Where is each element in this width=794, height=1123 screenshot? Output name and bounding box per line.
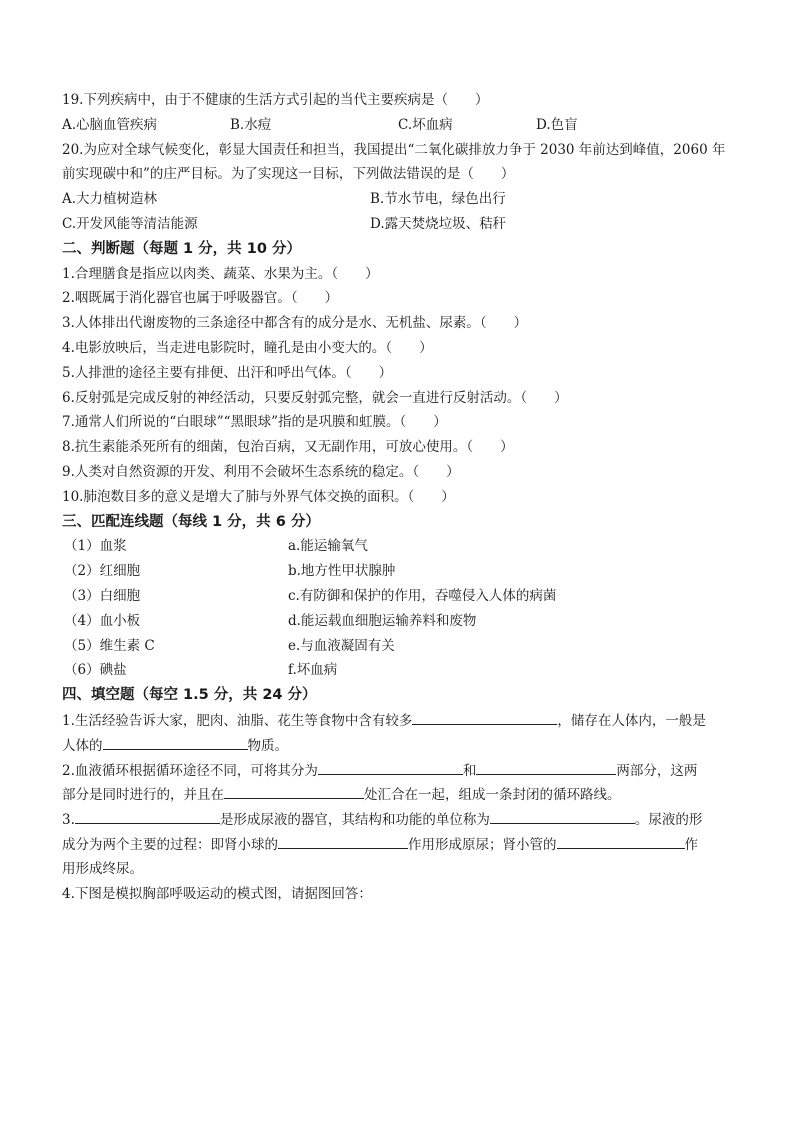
match-row-6 — [62, 658, 732, 683]
q20-options-row2 — [62, 212, 732, 237]
q20-stem-line2: 前实现碳中和”的庄严目标。为了实现这一目标，下列做法错误的是（ ） — [62, 166, 515, 183]
fill-q2-text: 处汇合在一起，组成一条封闭的循环路线。 — [364, 787, 621, 804]
fill-blank-5[interactable] — [224, 782, 364, 799]
match-right-b[interactable]: b.地方性甲状腺肿 — [288, 563, 396, 580]
q20-option-b: B.节水节电，绿色出行 — [370, 191, 506, 208]
judge-item-6: 6.反射弧是完成反射的神经活动，只要反射弧完整，就会一直进行反射活动。（ ） — [62, 389, 568, 406]
section-3-title: 三、匹配连线题（每线 1 分，共 6 分） — [62, 513, 320, 530]
fill-blank-6[interactable] — [75, 807, 220, 824]
exam-page — [62, 88, 732, 906]
fill-blank-2[interactable] — [103, 733, 248, 750]
fill-blank-9[interactable] — [557, 832, 685, 849]
match-left-4[interactable]: （4）血小板 — [64, 612, 141, 629]
q19-option-d: D.色盲 — [536, 116, 578, 133]
match-left-6[interactable]: （6）碘盐 — [64, 662, 127, 679]
fill-q2-text: 2.血液循环根据循环途径不同，可将其分为 — [62, 762, 318, 779]
q20-option-d: D.露天焚烧垃圾、秸秆 — [370, 215, 507, 232]
fill-q1-text: 人体的 — [62, 737, 103, 754]
match-right-f[interactable]: f.坏血病 — [288, 662, 338, 679]
judge-item-2: 2.咽既属于消化器官也属于呼吸器官。（ ） — [62, 290, 339, 307]
fill-q3-line3: 用形成终尿。 — [62, 860, 143, 877]
fill-q2-line2 — [62, 782, 732, 807]
match-right-c[interactable]: c.有防御和保护的作用，吞噬侵入人体的病菌 — [288, 587, 557, 604]
fill-q3-line1 — [62, 807, 732, 832]
match-right-a[interactable]: a.能运输氧气 — [288, 538, 368, 555]
fill-q2-text: 两部分，这两 — [616, 762, 698, 779]
judge-item-4: 4.电影放映后，当走进电影院时，瞳孔是由小变大的。（ ） — [62, 339, 433, 356]
fill-q1-text: ，储存在人体内，一般是 — [557, 712, 706, 729]
q19-option-b: B.水痘 — [230, 116, 272, 133]
fill-q1-line1 — [62, 708, 732, 733]
judge-item-5: 5.人排泄的途径主要有排便、出汗和呼出气体。（ ） — [62, 364, 393, 381]
match-row-4 — [62, 609, 732, 634]
match-left-1[interactable]: （1）血浆 — [64, 538, 127, 555]
q19-option-a: A.心脑血管疾病 — [62, 116, 158, 133]
fill-q3-text: 作 — [684, 836, 698, 853]
fill-blank-1[interactable] — [412, 708, 557, 725]
fill-blank-4[interactable] — [476, 758, 616, 775]
judge-item-7: 7.通常人们所说的“白眼球”“黑眼球”指的是巩膜和虹膜。（ ） — [62, 414, 447, 431]
fill-q2-text: 部分是同时进行的，并且在 — [62, 787, 224, 804]
match-left-3[interactable]: （3）白细胞 — [64, 587, 141, 604]
match-row-1 — [62, 534, 732, 559]
fill-q4-stem: 4.下图是模拟胸部呼吸运动的模式图，请据图回答： — [62, 885, 372, 902]
q20-option-c: C.开发风能等清洁能源 — [62, 215, 198, 232]
fill-q1-text: 物质。 — [247, 737, 288, 754]
q20-options-row1 — [62, 187, 732, 212]
judge-item-10: 10.肺泡数目多的意义是增大了肺与外界气体交换的面积。（ ） — [62, 488, 455, 505]
fill-q1-text: 1.生活经验告诉大家，肥肉、油脂、花生等食物中含有较多 — [62, 712, 413, 729]
q19-stem: 19.下列疾病中，由于不健康的生活方式引起的当代主要疾病是（ ） — [62, 92, 489, 108]
section-2-title: 二、判断题（每题 1 分，共 10 分） — [62, 240, 301, 257]
fill-q3-text: 。尿液的形 — [634, 812, 703, 829]
q19-option-c: C.坏血病 — [398, 116, 453, 133]
fill-blank-3[interactable] — [318, 758, 463, 775]
q20-option-a: A.大力植树造林 — [62, 191, 158, 208]
match-row-5 — [62, 634, 732, 659]
section-4-title: 四、填空题（每空 1.5 分，共 24 分） — [62, 687, 317, 704]
fill-q3-text: 作用形成原尿；肾小管的 — [408, 836, 557, 853]
fill-q2-text: 和 — [462, 762, 477, 779]
fill-q3-line2 — [62, 832, 732, 857]
fill-q1-line2 — [62, 733, 732, 758]
judge-item-3: 3.人体排出代谢废物的三条途径中都含有的成分是水、无机盐、尿素。（ ） — [62, 315, 528, 332]
fill-q3-text: 3. — [62, 812, 75, 829]
judge-item-8: 8.抗生素能杀死所有的细菌，包治百病，又无副作用，可放心使用。（ ） — [62, 439, 514, 456]
match-right-d[interactable]: d.能运载血细胞运输养料和废物 — [288, 612, 477, 629]
match-left-2[interactable]: （2）红细胞 — [64, 563, 141, 580]
fill-q3-text: 是形成尿液的器官，其结构和功能的单位称为 — [219, 812, 490, 829]
q19-options — [62, 113, 732, 138]
match-row-2 — [62, 559, 732, 584]
match-right-e[interactable]: e.与血液凝固有关 — [288, 637, 395, 654]
fill-blank-7[interactable] — [490, 807, 635, 824]
fill-q3-text: 成分为两个主要的过程：即肾小球的 — [62, 836, 278, 853]
fill-blank-8[interactable] — [278, 832, 408, 849]
judge-item-9: 9.人类对自然资源的开发、利用不会破坏生态系统的稳定。（ ） — [62, 463, 460, 480]
judge-item-1: 1.合理膳食是指应以肉类、蔬菜、水果为主。（ ） — [62, 265, 379, 282]
match-left-5[interactable]: （5）维生素 C — [64, 637, 155, 654]
match-row-3 — [62, 584, 732, 609]
q20-stem-line1: 20.为应对全球气候变化，彰显大国责任和担当，我国提出“二氧化碳排放力争于 2030 年前达到峰值，2060 年 — [62, 141, 726, 158]
fill-q2-line1 — [62, 758, 732, 783]
